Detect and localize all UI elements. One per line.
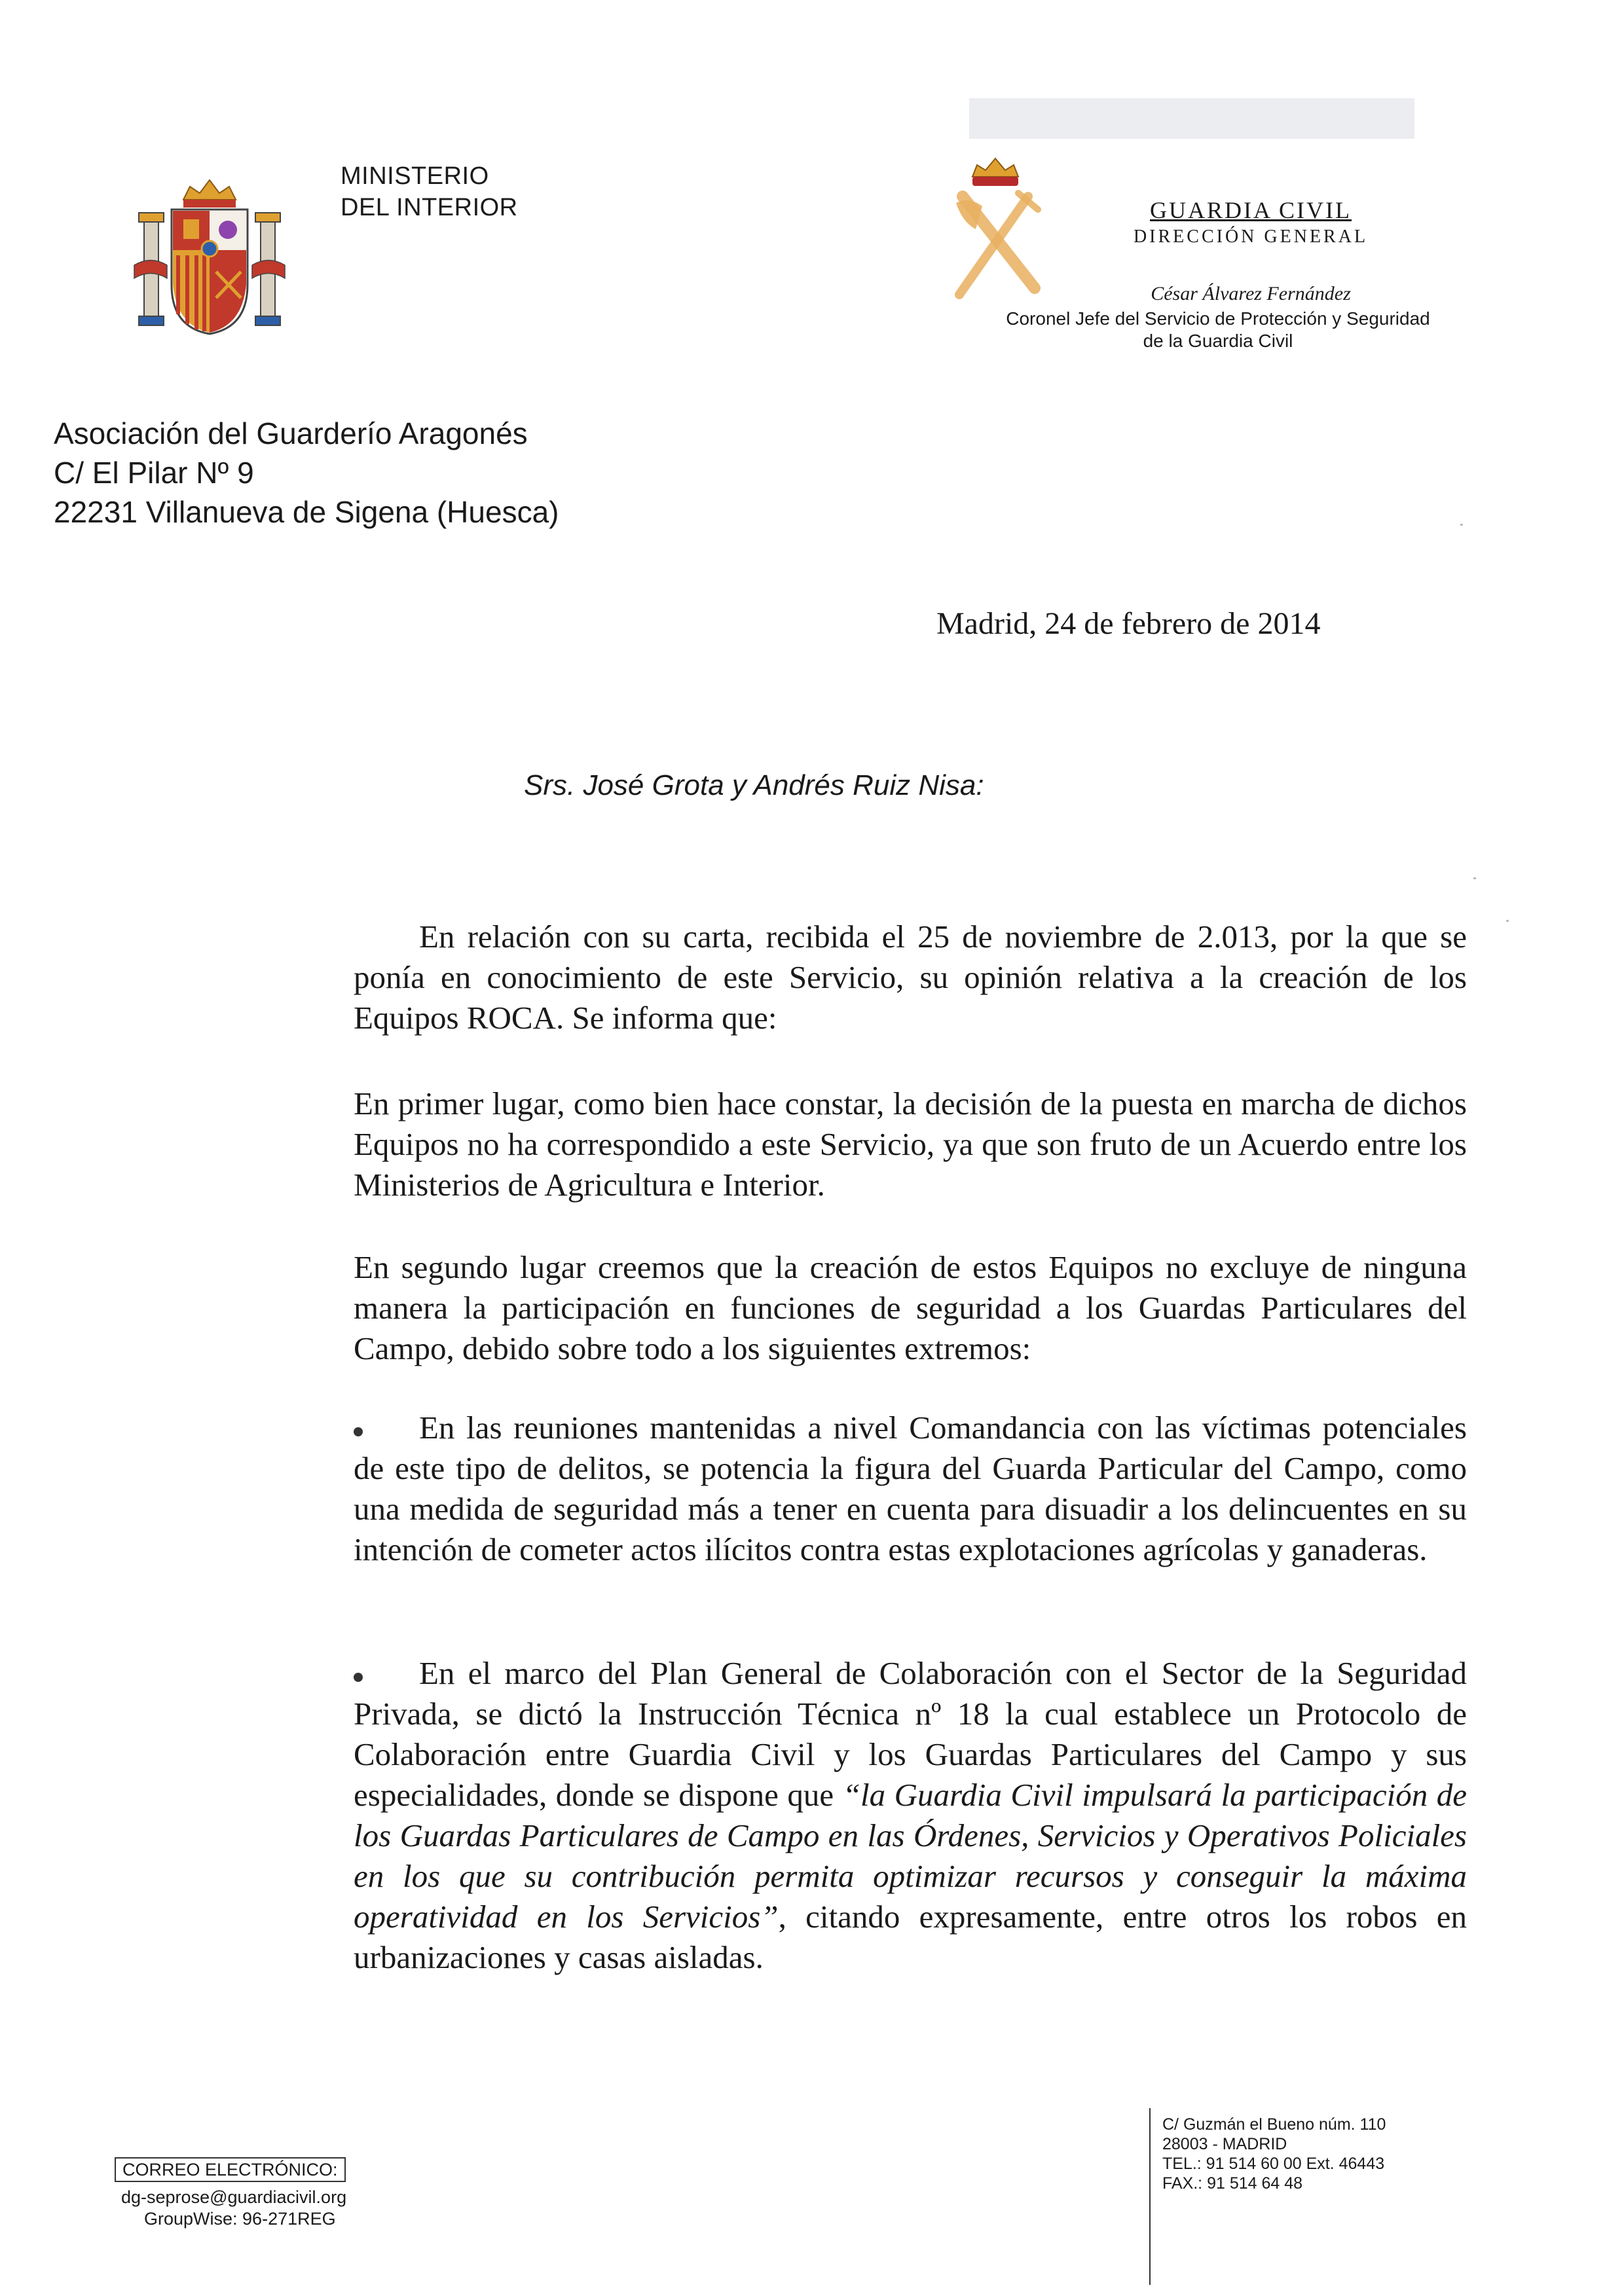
- letter-date: Madrid, 24 de febrero de 2014: [936, 606, 1321, 641]
- bullet-2-tail: , citando expresamente, entre otros los robos en urbanizaciones y casas aisladas.: [354, 1899, 1467, 1975]
- scan-redaction-mark: [969, 98, 1414, 139]
- bullet-paragraph-2: [354, 1653, 1467, 1978]
- signatory-role-line-1: Coronel Jefe del Servicio de Protección y Seguridad: [1006, 308, 1430, 329]
- addressee-line-1: Asociación del Guarderío Aragonés: [54, 416, 528, 450]
- email-block: [121, 2187, 346, 2230]
- addressee-block: [54, 414, 559, 532]
- address-line-2: 28003 - MADRID: [1162, 2135, 1287, 2153]
- scan-speck: [1473, 877, 1476, 879]
- postal-address: [1162, 2115, 1386, 2193]
- signatory-name: César Álvarez Fernández: [1151, 283, 1351, 304]
- bullet-2-text: En el marco del Plan General de Colaboración con el Sector de la Seguridad Privada, se dictó la Instrucción Técnica nº 18 la cual establece un Protocolo de Colaboración entre Guardia Civil y los Guardas Particulares del Campo y sus especialidades, donde se dispone que: [354, 1655, 1467, 1813]
- ministry-name: [341, 160, 518, 223]
- salutation: Srs. José Grota y Andrés Ruiz Nisa:: [524, 769, 984, 801]
- signatory-role-line-2: de la Guardia Civil: [1143, 331, 1293, 351]
- ministry-line-2: DEL INTERIOR: [341, 194, 518, 221]
- body-paragraph-2: En primer lugar, como bien hace constar, la decisión de la puesta en marcha de dichos Equipos no ha correspondido a este Servicio, ya que son fruto de un Acuerdo entre los Ministerios de Agricultura e Interior.: [354, 1085, 1467, 1203]
- bullet-2-quote: “la Guardia Civil impulsará la participación de los Guardas Particulares de Campo en las Órdenes, Servicios y Operativos Policiales en los que su contribución permita optimizar recursos y conseguir la máxima operatividad en los Servicios”: [354, 1777, 1467, 1935]
- footer-divider: [1149, 2108, 1151, 2285]
- scan-speck: [1506, 920, 1509, 922]
- addressee-line-2: C/ El Pilar Nº 9: [54, 456, 254, 490]
- body-paragraph-1: En relación con su carta, recibida el 25 de noviembre de 2.013, por la que se ponía en conocimiento de este Servicio, su opinión relativa a la creación de los Equipos ROCA. Se informa que:: [354, 919, 1467, 1036]
- address-line-1: C/ Guzmán el Bueno núm. 110: [1162, 2115, 1386, 2134]
- address-line-3: TEL.: 91 514 60 00 Ext. 46443: [1162, 2155, 1385, 2173]
- gc-subtitle: DIRECCIÓN GENERAL: [1133, 227, 1369, 247]
- scan-speck: [1460, 524, 1463, 526]
- gc-title: GUARDIA CIVIL: [1150, 197, 1352, 223]
- body-paragraph-3: En segundo lugar creemos que la creación de estos Equipos no excluye de ninguna manera la participación en funciones de seguridad a los Guardas Particulares del Campo, debido sobre todo a los siguientes extremos:: [354, 1249, 1467, 1366]
- ministry-line-1: MINISTERIO: [341, 162, 489, 190]
- email-address: dg-seprose@guardiacivil.org: [121, 2187, 347, 2207]
- email-label: CORREO ELECTRÓNICO:: [115, 2157, 346, 2182]
- addressee-line-3: 22231 Villanueva de Sigena (Huesca): [54, 495, 559, 529]
- spain-coat-of-arms-icon: [131, 173, 288, 340]
- guardia-civil-header: [982, 196, 1454, 352]
- groupwise-id: GroupWise: 96-271REG: [144, 2209, 336, 2229]
- address-line-4: FAX.: 91 514 64 48: [1162, 2174, 1303, 2193]
- bullet-paragraph-1: En las reuniones mantenidas a nivel Comandancia con las víctimas potenciales de este tipo de delitos, se potencia la figura del Guarda Particular del Campo, como una medida de seguridad más a tener en cuenta para disuadir a los delincuentes en su intención de cometer actos ilícitos contra estas explotaciones agrícolas y ganaderas.: [354, 1410, 1467, 1567]
